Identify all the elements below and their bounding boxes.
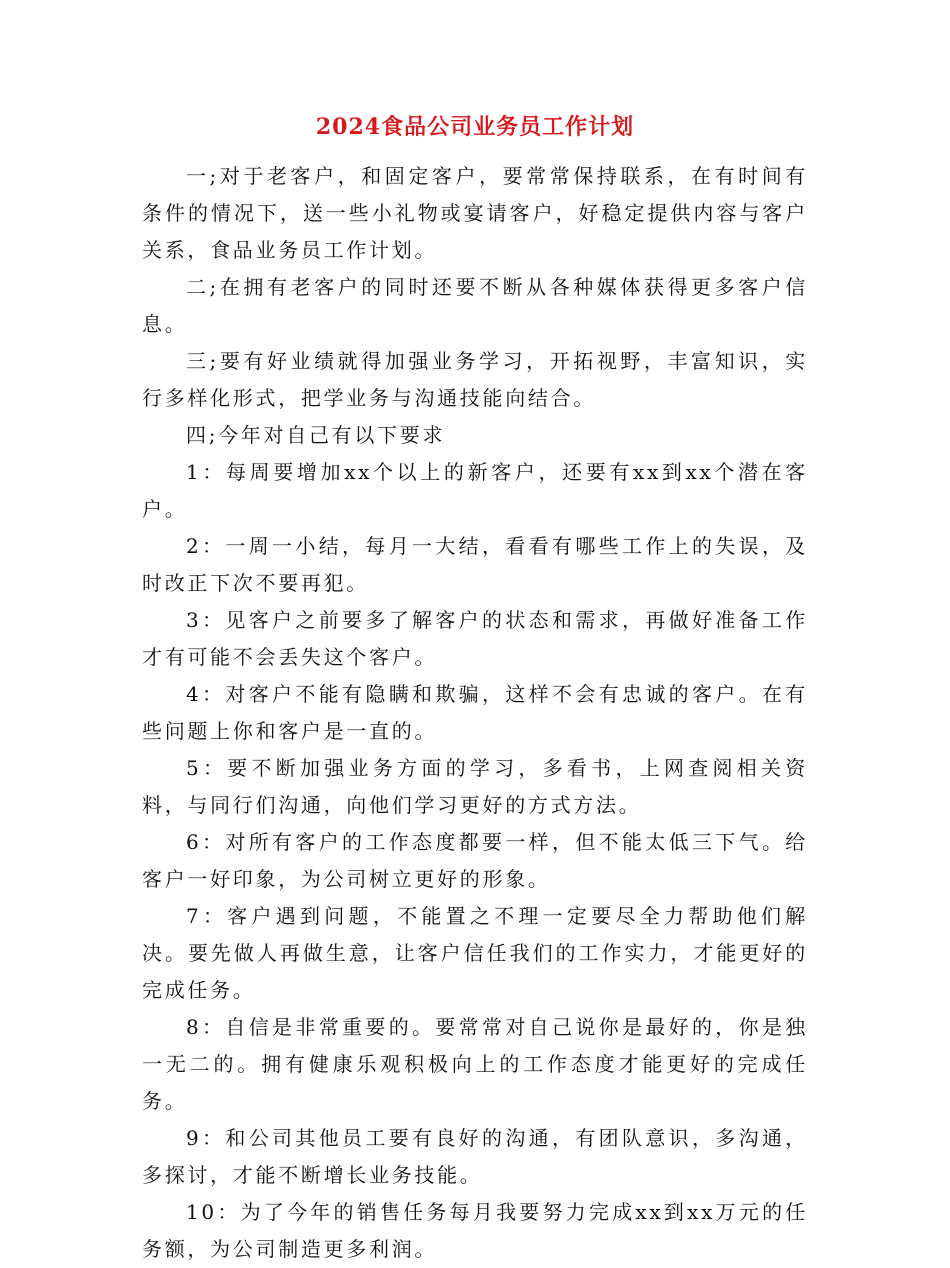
document-body xyxy=(142,158,808,1268)
list-item-7: 7：客户遇到问题，不能置之不理一定要尽全力帮助他们解决。要先做人再做生意，让客户信任我们的工作实力，才能更好的完成任务。 xyxy=(142,904,808,1002)
list-item-2: 2：一周一小结，每月一大结，看看有哪些工作上的失误，及时改正下次不要再犯。 xyxy=(142,534,808,595)
document-title: 2024食品公司业务员工作计划 xyxy=(315,114,635,140)
list-item-4: 4：对客户不能有隐瞒和欺骗，这样不会有忠诚的客户。在有些问题上你和客户是一直的。 xyxy=(142,682,808,743)
paragraph-1: 一;对于老客户，和固定客户，要常常保持联系，在有时间有条件的情况下，送一些小礼物或宴请客户，好稳定提供内容与客户关系，食品业务员工作计划。 xyxy=(142,164,808,262)
list-item-3: 3：见客户之前要多了解客户的状态和需求，再做好准备工作才有可能不会丢失这个客户。 xyxy=(142,608,808,669)
list-item-5: 5：要不断加强业务方面的学习，多看书，上网查阅相关资料，与同行们沟通，向他们学习更好的方式方法。 xyxy=(142,756,808,817)
list-item-1: 1：每周要增加xx个以上的新客户，还要有xx到xx个潜在客户。 xyxy=(142,460,808,521)
list-item-10: 10：为了今年的销售任务每月我要努力完成xx到xx万元的任务额，为公司制造更多利润。 xyxy=(142,1200,808,1261)
paragraph-4: 四;今年对自己有以下要求 xyxy=(186,423,446,447)
list-item-9: 9：和公司其他员工要有良好的沟通，有团队意识，多沟通，多探讨，才能不断增长业务技能。 xyxy=(142,1126,808,1187)
paragraph-2: 二;在拥有老客户的同时还要不断从各种媒体获得更多客户信息。 xyxy=(142,275,808,336)
list-item-6: 6：对所有客户的工作态度都要一样，但不能太低三下气。给客户一好印象，为公司树立更好的形象。 xyxy=(142,830,808,891)
paragraph-3: 三;要有好业绩就得加强业务学习，开拓视野，丰富知识，实行多样化形式，把学业务与沟通技能向结合。 xyxy=(142,349,808,410)
list-item-8: 8：自信是非常重要的。要常常对自己说你是最好的，你是独一无二的。拥有健康乐观积极向上的工作态度才能更好的完成任务。 xyxy=(142,1015,808,1113)
